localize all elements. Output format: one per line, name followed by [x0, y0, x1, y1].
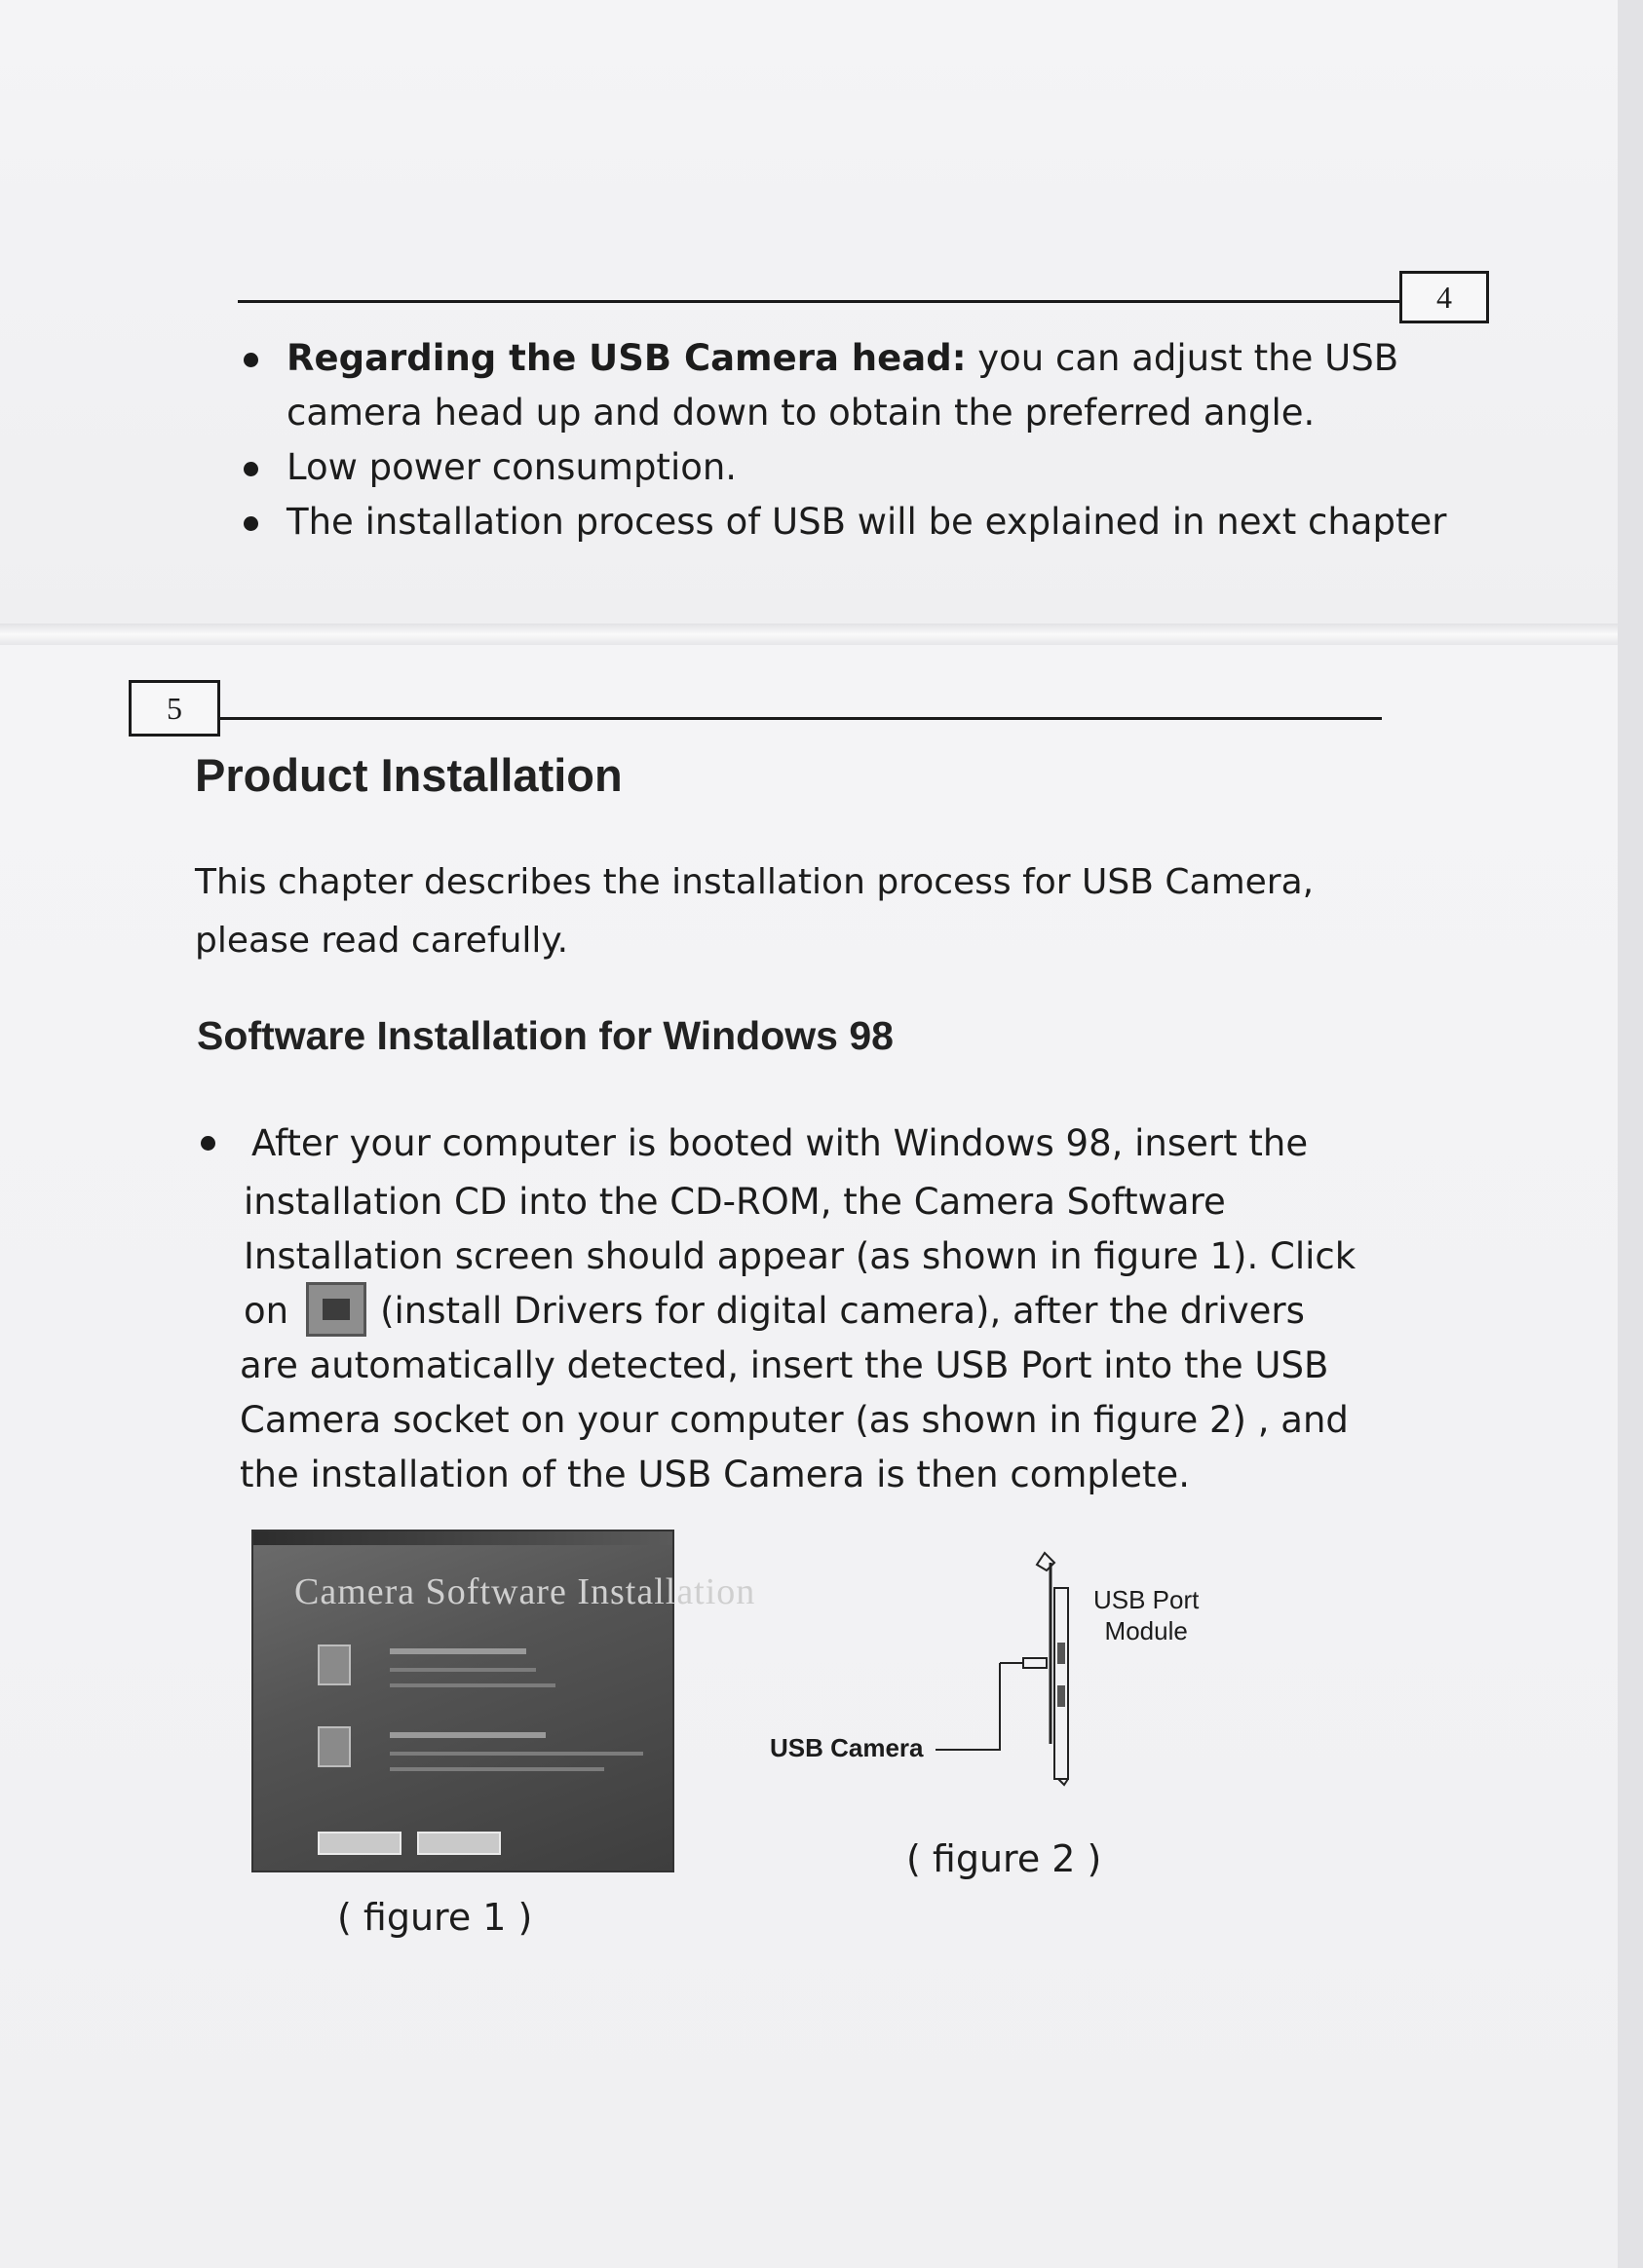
installer-button — [318, 1832, 401, 1855]
figure-1-caption: ( figure 1 ) — [337, 1896, 533, 1939]
section-subtitle: Software Installation for Windows 98 — [197, 1013, 894, 1058]
install-software-icon — [318, 1726, 351, 1767]
bullet-camera-head — [287, 331, 1398, 386]
step-line-2: installation CD into the CD-ROM, the Camera Software — [244, 1181, 1226, 1223]
option-text — [390, 1752, 643, 1756]
usb-plug — [1023, 1658, 1047, 1668]
step-line-4 — [244, 1284, 1305, 1341]
page-title: Product Installation — [195, 749, 623, 801]
figure-2-caption: ( figure 2 ) — [906, 1837, 1102, 1880]
usb-port-slot — [1057, 1685, 1065, 1707]
step-line-5: are automatically detected, insert the USB Port into the USB — [240, 1344, 1329, 1386]
bullet-continuation: camera head up and down to obtain the preferred angle. — [287, 392, 1316, 434]
intro-line-1: This chapter describes the installation process for USB Camera, — [195, 862, 1315, 902]
port-module-body — [1054, 1588, 1068, 1779]
usb-port-slot — [1057, 1643, 1065, 1664]
bullet-low-power: Low power consumption. — [287, 446, 738, 488]
option-text — [390, 1683, 555, 1687]
scan-edge — [1618, 0, 1643, 2268]
step-line-4-prefix: on — [244, 1290, 289, 1332]
installer-title: Camera Software Installation — [294, 1571, 756, 1612]
page-number-box: 5 — [129, 680, 220, 737]
header-rule — [238, 300, 1401, 303]
usb-port-label-line-2: Module — [1104, 1616, 1188, 1645]
bullet-icon — [244, 462, 258, 476]
option-heading — [390, 1732, 546, 1738]
page-number-box: 4 — [1399, 271, 1489, 323]
option-text — [390, 1668, 536, 1672]
bullet-install-next-chapter: The installation process of USB will be explained in next chapter — [287, 501, 1447, 543]
usb-camera-label: USB Camera — [770, 1733, 924, 1762]
option-heading — [390, 1648, 526, 1654]
usb-cable — [936, 1663, 1000, 1750]
step-line-6: Camera socket on your computer (as shown in figure 2) , and — [240, 1399, 1349, 1441]
install-drivers-icon — [306, 1282, 366, 1337]
install-drivers-icon — [318, 1644, 351, 1685]
step-line-3: Installation screen should appear (as shown in figure 1). Click — [244, 1235, 1356, 1277]
step-line-4-suffix: (install Drivers for digital camera), after the drivers — [380, 1290, 1305, 1332]
option-text — [390, 1767, 604, 1771]
bullet-icon — [201, 1136, 215, 1151]
usb-port-label — [1093, 1584, 1199, 1646]
bullet-bold-lead: Regarding the USB Camera head: — [287, 337, 967, 379]
figure-1-installer-screenshot — [251, 1530, 756, 1872]
page-fold — [0, 624, 1618, 645]
header-rule — [218, 717, 1382, 720]
usb-port-label-line-1: USB Port — [1093, 1585, 1200, 1614]
intro-line-2: please read carefully. — [195, 921, 569, 961]
installer-button — [417, 1832, 501, 1855]
window-titlebar — [253, 1531, 672, 1545]
step-line-1: After your computer is booted with Windows 98, insert the — [251, 1122, 1309, 1164]
bullet-icon — [244, 516, 258, 531]
bullet-text: you can adjust the USB — [966, 337, 1399, 379]
step-line-7: the installation of the USB Camera is then complete. — [240, 1454, 1190, 1495]
bullet-icon — [244, 353, 258, 367]
